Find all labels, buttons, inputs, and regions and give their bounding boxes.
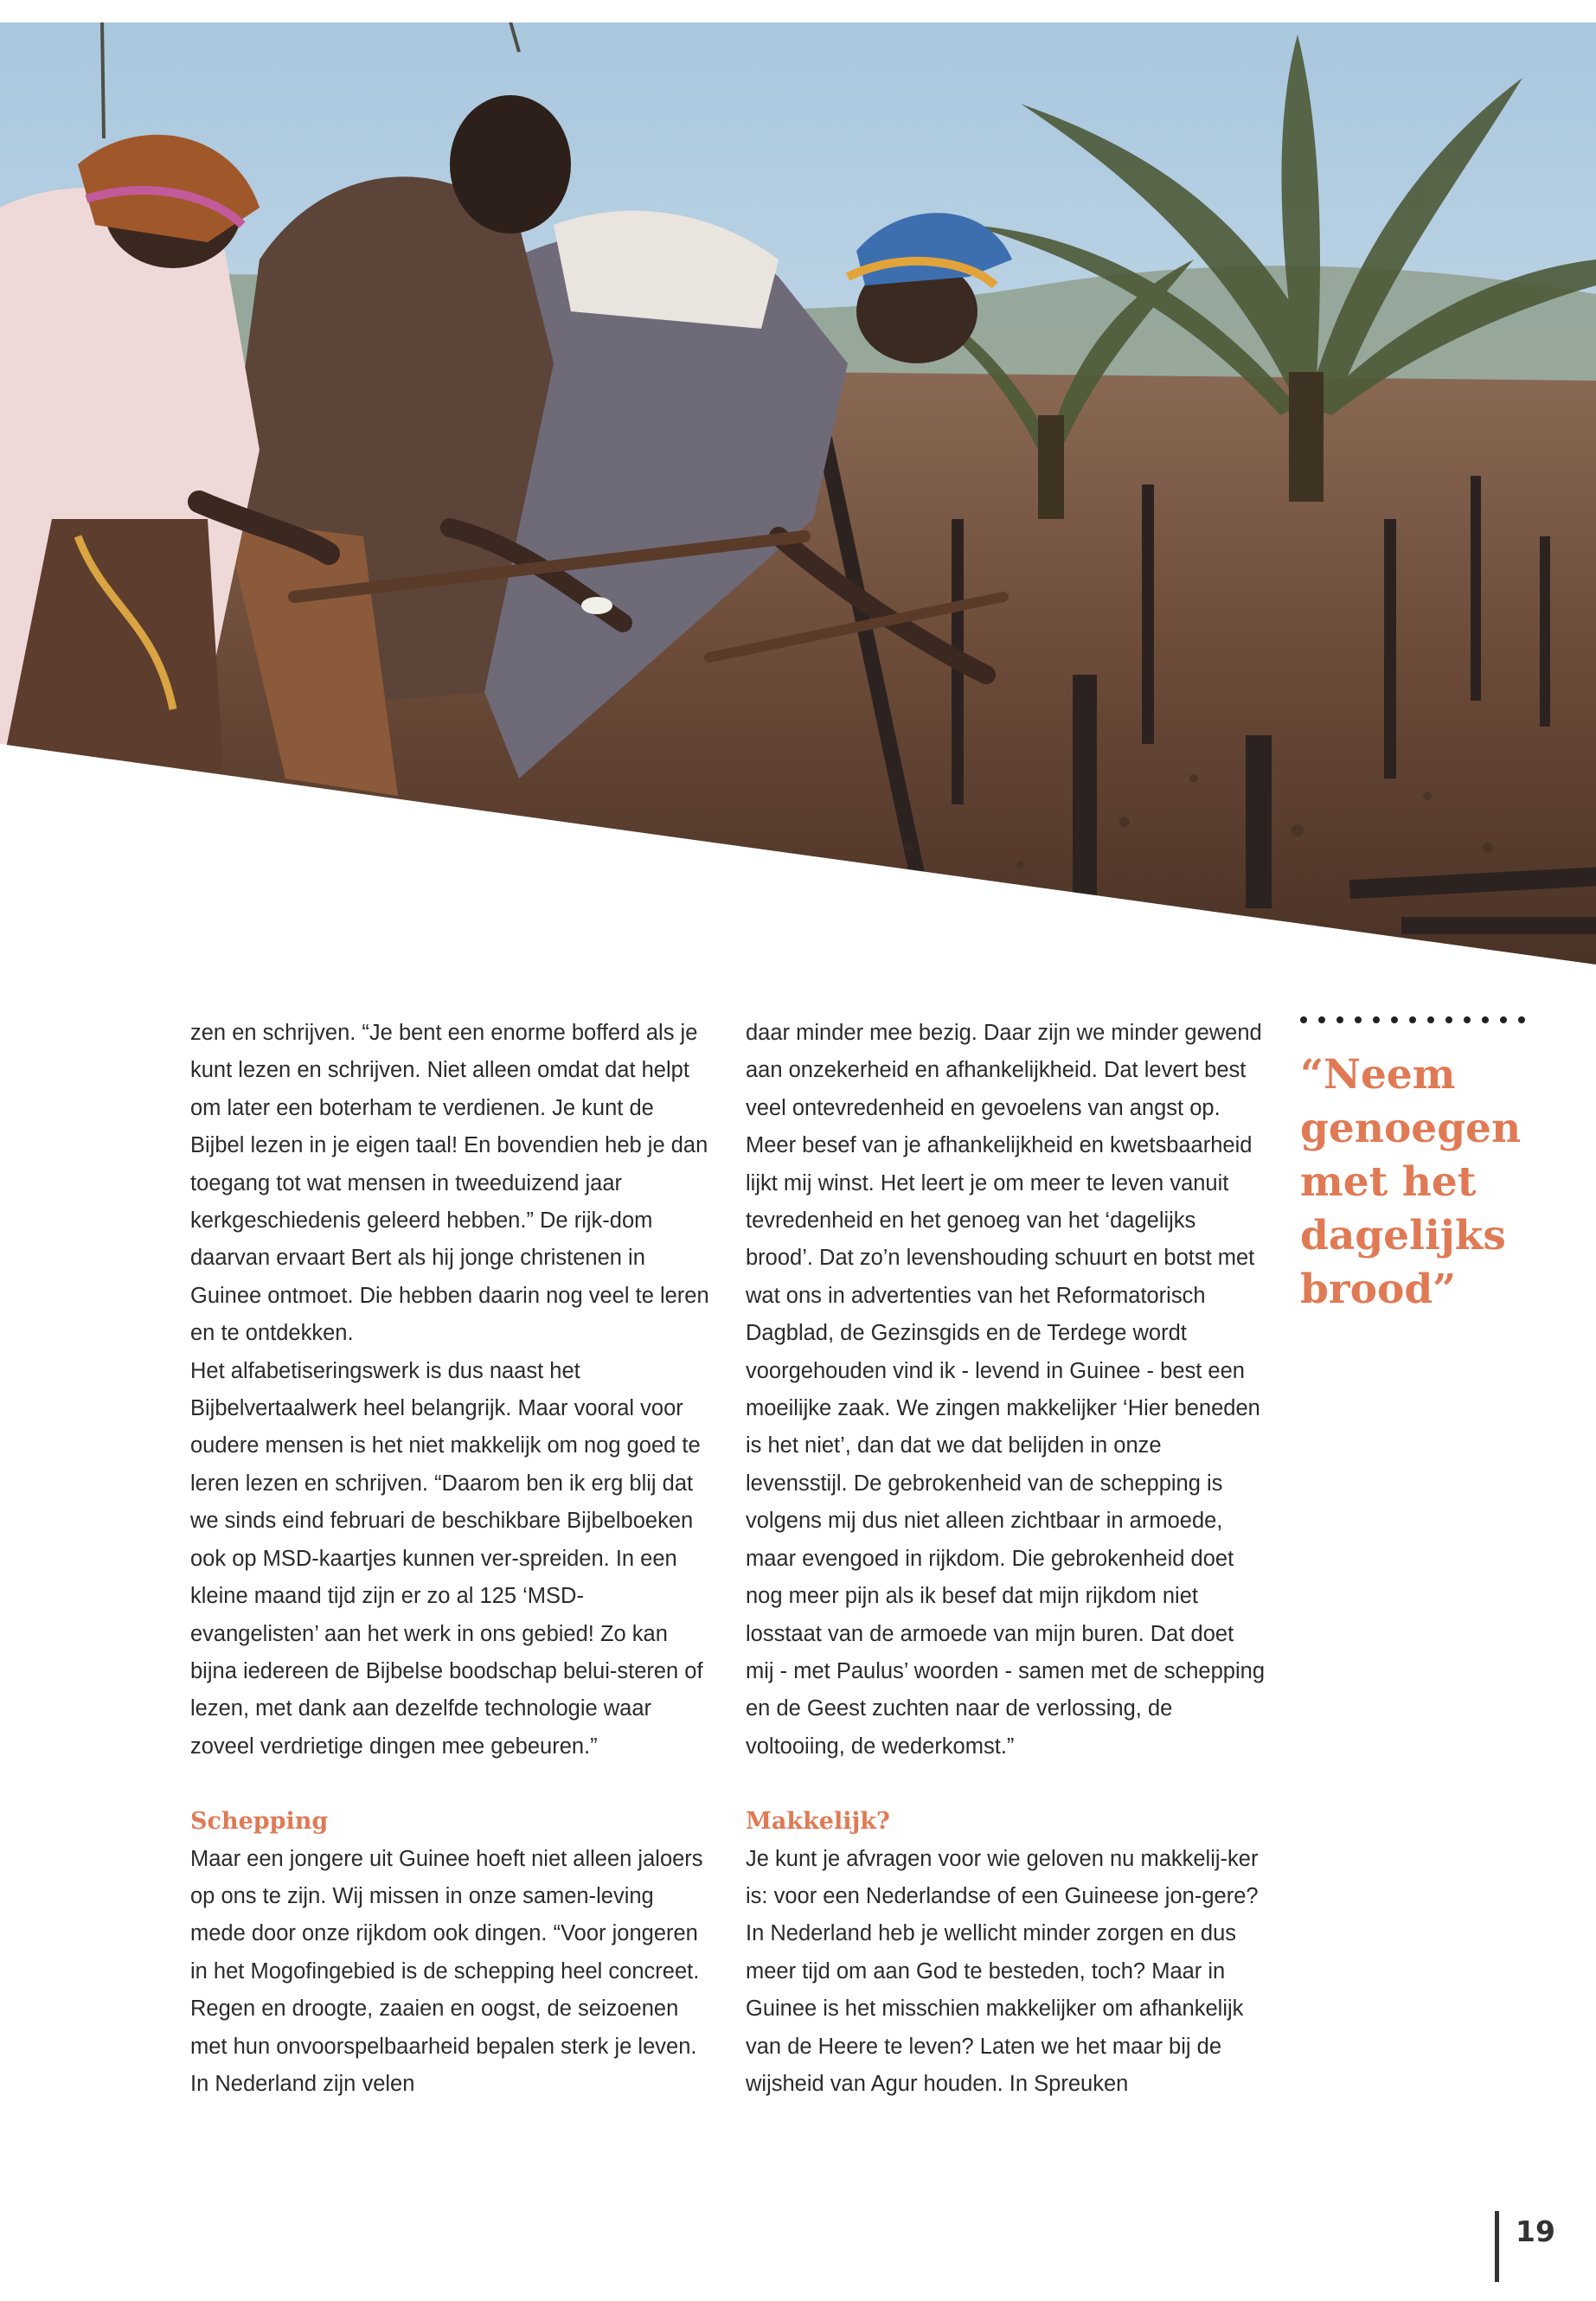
subheading-schepping: Schepping <box>190 1808 329 1836</box>
body-paragraph: Je kunt je afvragen voor wie geloven nu makkelij-ker is: voor een Nederlandse of een Guineese jon-gere? In Nederland heb je wellicht minder zorgen en dus meer tijd om aan God te besteden, toch? Maar in Guinee is het misschien makkelijker om afhankelijk van de Heere te leven? Laten we het maar bij de wijsheid van Agur houden. In Spreuken <box>746 1846 1259 2096</box>
body-paragraph: zen en schrijven. “Je bent een enorme bofferd als je kunt lezen en schrijven. Niet alleen omdat dat helpt om later een boterham te verdienen. Je kunt de Bijbel lezen in je eigen taal! En bovendien heb je dan toegang tot wat mensen in tweeduizend jaar kerkgeschiedenis geleerd hebben.” De rijk-dom daarvan ervaart Bert als hij jonge christenen in Guinee ontmoet. Die hebben daarin nog veel te leren en te ontdekken. <box>190 1021 709 1346</box>
left-column <box>190 1015 709 2103</box>
page-number: 19 <box>1516 2214 1555 2248</box>
hero-photo <box>0 0 1596 965</box>
paragraph-gap <box>746 1766 1265 1803</box>
diagonal-page-cut <box>0 0 1596 965</box>
dotted-divider <box>1300 1014 1525 1026</box>
pull-quote-line: met het <box>1300 1158 1477 1206</box>
middle-column <box>746 1015 1265 2103</box>
subheading-makkelijk: Makkelijk? <box>746 1808 890 1836</box>
pull-quote-line: dagelijks <box>1300 1212 1506 1259</box>
page-number-bar <box>1495 2211 1499 2282</box>
body-paragraph: Maar een jongere uit Guinee hoeft niet alleen jaloers op ons te zijn. Wij missen in onze samen-leving mede door onze rijkdom ook dingen. “Voor jongeren in het Mogofingebied is de schepping heel concreet. Regen en droogte, zaaien en oogst, de seizoenen met hun onvoorspelbaarheid bepalen sterk je leven. In Nederland zijn velen <box>190 1846 703 2096</box>
body-paragraph: Het alfabetiseringswerk is dus naast het Bijbelvertaalwerk heel belangrijk. Maar vooral voor oudere mensen is het niet makkelijk om nog goed te leren lezen en schrijven. “Daarom ben ik erg blij dat we sinds eind februari de beschikbare Bijbelboeken ook op MSD-kaartjes kunnen ver-spreiden. In een kleine maand tijd zijn er zo al 125 ‘MSD-evangelisten’ aan het werk in ons gebied! Zo kan bijna iedereen de Bijbelse boodschap belui-steren of lezen, met dank aan dezelfde technologie waar zoveel verdrietige dingen mee gebeuren.” <box>190 1358 703 1759</box>
pull-quote-line: genoegen <box>1300 1105 1522 1152</box>
pull-quote-line: “Neem <box>1300 1051 1456 1099</box>
pull-quote-line: brood” <box>1300 1266 1457 1313</box>
body-paragraph: daar minder mee bezig. Daar zijn we minder gewend aan onzekerheid en afhankelijkheid. Dat levert best veel ontevredenheid en gevoelens van angst op. Meer besef van je afhankelijkheid en kwetsbaarheid lijkt mij winst. Het leert je om meer te leven vanuit tevredenheid en het genoeg van het ‘dagelijks brood’. Dat zo’n levenshouding schuurt en botst met wat ons in advertenties van het Reformatorisch Dagblad, de Gezinsgids en de Terdege wordt voorgehouden vind ik - levend in Guinee - best een moeilijke zaak. We zingen makkelijker ‘Hier beneden is het niet’, dan dat we dat belijden in onze levensstijl. De gebrokenheid van de schepping is volgens mij dus niet alleen zichtbaar in armoede, maar evengoed in rijkdom. Die gebrokenheid doet nog meer pijn als ik besef dat mijn rijkdom niet losstaat van de armoede van mijn buren. Dat doet mij - met Paulus’ woorden - samen met de schepping en de Geest zuchten naar de verlossing, de voltooiing, de wederkomst.” <box>746 1021 1265 1759</box>
pull-quote <box>1300 1048 1560 1317</box>
paragraph-gap <box>190 1766 709 1803</box>
